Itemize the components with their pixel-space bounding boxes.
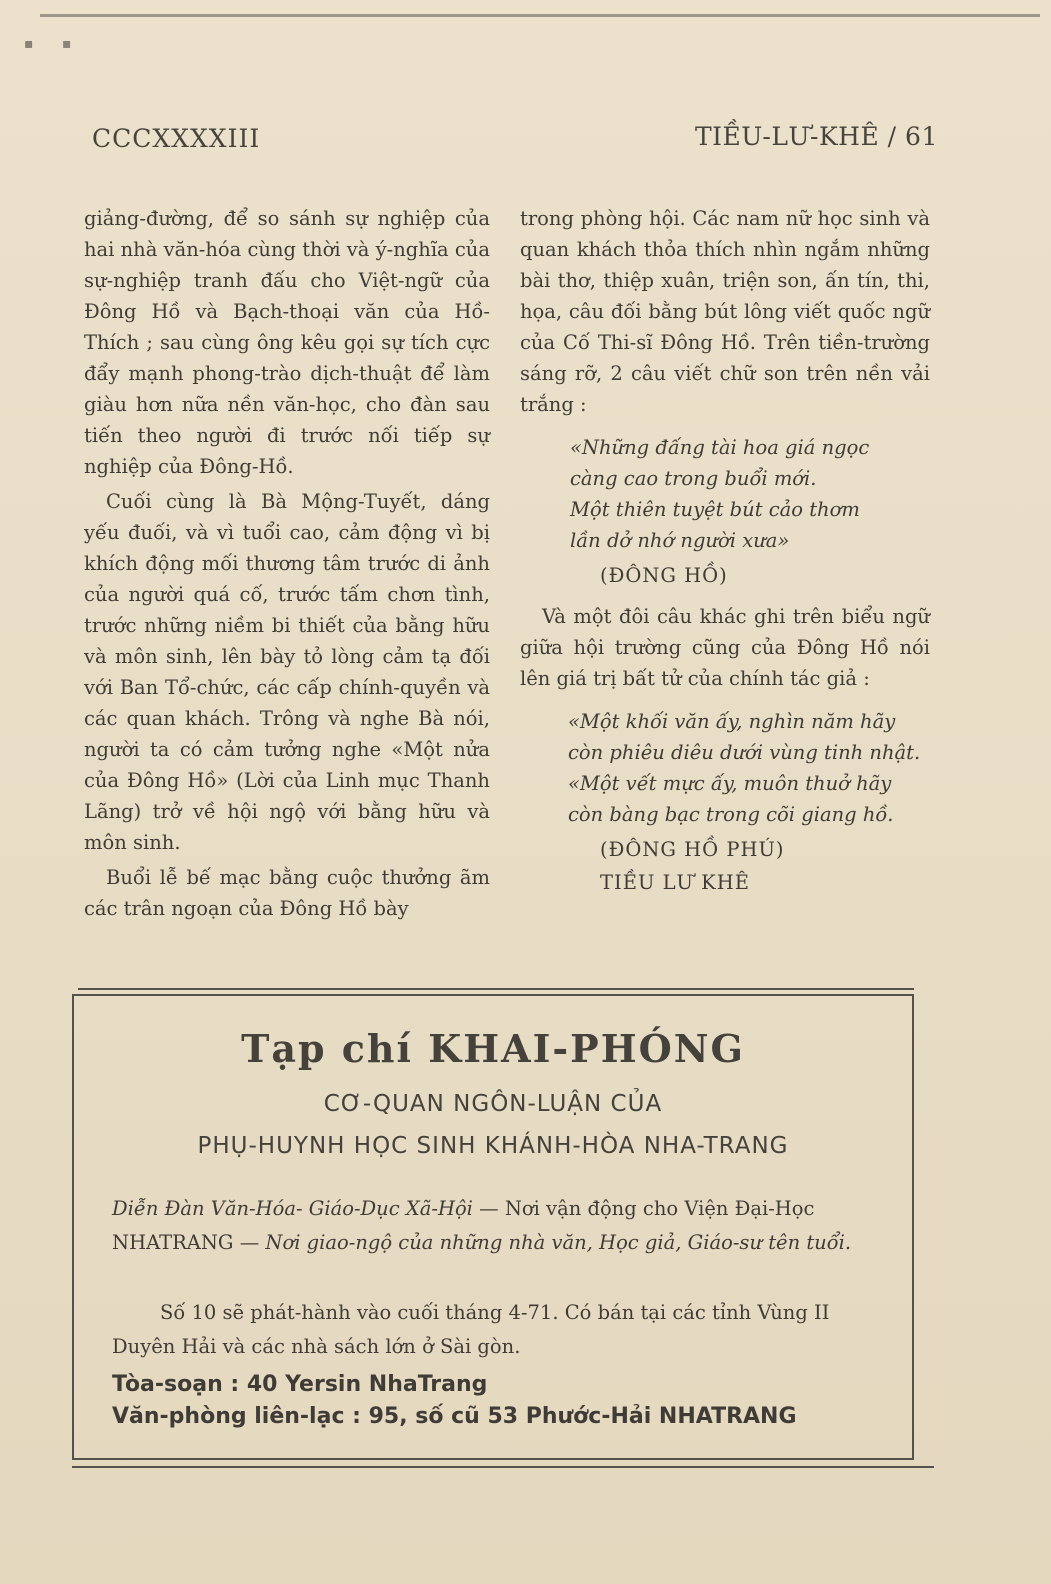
- article-author: TIỀU LƯ KHÊ: [600, 871, 750, 894]
- ad-address-1: Tòa-soạn : 40 Yersin NhaTrang: [112, 1372, 488, 1397]
- verse-attribution-2: (ĐÔNG HỒ PHÚ): [600, 838, 785, 861]
- ad-desc-plain: — Nơi vận động cho Viện Đại-Học NHATRANG —: [112, 1197, 815, 1254]
- ad-desc-italic-1: Diễn Đàn Văn-Hóa- Giáo-Dục Xã-Hội: [112, 1197, 473, 1220]
- verse-block-1: [570, 432, 930, 556]
- verse-line: lần dở nhớ người xưa»: [570, 529, 790, 552]
- ad-title: Tạp chí KHAI-PHÓNG: [241, 1026, 745, 1071]
- ad-subtitle-1: CƠ-QUAN NGÔN-LUẬN CỦA: [323, 1091, 663, 1117]
- ad-description: [112, 1192, 884, 1260]
- verse-line: «Những đấng tài hoa giá ngọc: [570, 436, 870, 459]
- right-paragraph-1: trong phòng hội. Các nam nữ học sinh và quan khách thỏa thích nhìn ngắm những bài thơ, thiệp xuân, triện son, ấn tín, thi, họa, câu đối bằng bút lông viết quốc ngữ của Cố Thi-sĩ Đông Hồ. Trên tiền-trường sáng rỡ, 2 câu viết chữ son trên nền vải trắng :: [520, 207, 930, 416]
- ad-issue-note: [112, 1296, 884, 1364]
- left-paragraph-1: giảng-đường, để so sánh sự nghiệp của hai nhà văn-hóa cùng thời và ý-nghĩa của sự-nghiệp tranh đấu cho Việt-ngữ của Đông Hồ và Bạch-thoại văn của Hồ-Thích ; sau cùng ông kêu gọi sự tích cực đẩy mạnh phong-trào dịch-thuật để làm giàu hơn nữa nền văn-học, cho đàn sau tiến theo người đi trước nối tiếp sự nghiệp của Đông-Hồ.: [84, 207, 490, 478]
- verse-line: Một thiên tuyệt bút cảo thơm: [570, 498, 860, 521]
- verse-line: còn bàng bạc trong cõi giang hồ.: [568, 803, 894, 826]
- ad-address-2: Văn-phòng liên-lạc : 95, số cũ 53 Phước-Hải NHATRANG: [112, 1404, 797, 1429]
- page-number-roman: CCCXXXXIII: [92, 124, 261, 153]
- ad-bottom-rule: [72, 1466, 934, 1468]
- verse-line: «Một khối văn ấy, nghìn năm hãy: [568, 710, 896, 733]
- verse-block-2: [568, 706, 930, 830]
- verse-line: còn phiêu diêu dưới vùng tinh nhật.: [568, 741, 921, 764]
- right-paragraph-2: Và một đôi câu khác ghi trên biểu ngữ giữa hội trường cũng của Đông Hồ nói lên giá trị bất tử của chính tác giả :: [520, 605, 930, 690]
- verse-line: càng cao trong buổi mới.: [570, 467, 817, 490]
- verse-line: «Một vết mực ấy, muôn thuở hãy: [568, 772, 892, 795]
- left-paragraph-3: Buổi lễ bế mạc bằng cuộc thưởng ãm các trân ngoạn của Đông Hồ bày: [84, 866, 490, 920]
- ad-issue-text: Số 10 sẽ phát-hành vào cuối tháng 4-71. Có bán tại các tỉnh Vùng II Duyên Hải và các nhà sách lớn ở Sài gòn.: [112, 1301, 830, 1358]
- right-column: [520, 203, 930, 908]
- ad-desc-italic-2: Nơi giao-ngộ của những nhà văn, Học giả, Giáo-sư tên tuổi.: [265, 1231, 852, 1254]
- verse-attribution-1: (ĐÔNG HỒ): [600, 564, 728, 587]
- top-rule: [40, 14, 1040, 17]
- ad-top-rule: [78, 988, 914, 990]
- advertisement-box: [72, 994, 914, 1460]
- left-column: [84, 203, 490, 924]
- left-paragraph-2: Cuối cùng là Bà Mộng-Tuyết, dáng yếu đuối, và vì tuổi cao, cảm động vì bị khích động mối thương tâm trước di ảnh của người quá cố, trước tấm chơn tình, trước những niềm bi thiết của bằng hữu và môn sinh, lên bày tỏ lòng cảm tạ đối với Ban Tổ-chức, các cấp chính-quyền và các quan khách. Trông và nghe Bà nói, người ta có cảm tưởng nghe «Một nửa của Đông Hồ» (Lời của Linh mục Thanh Lãng) trở về hội ngộ với bằng hữu và môn sinh.: [84, 490, 490, 854]
- page-speck: ▪: [24, 36, 34, 52]
- page-running-title: TIỀU-LƯ-KHÊ / 61: [695, 122, 938, 151]
- page-speck: ▪: [62, 36, 72, 52]
- ad-subtitle-2: PHỤ-HUYNH HỌC SINH KHÁNH-HÒA NHA-TRANG: [197, 1133, 789, 1159]
